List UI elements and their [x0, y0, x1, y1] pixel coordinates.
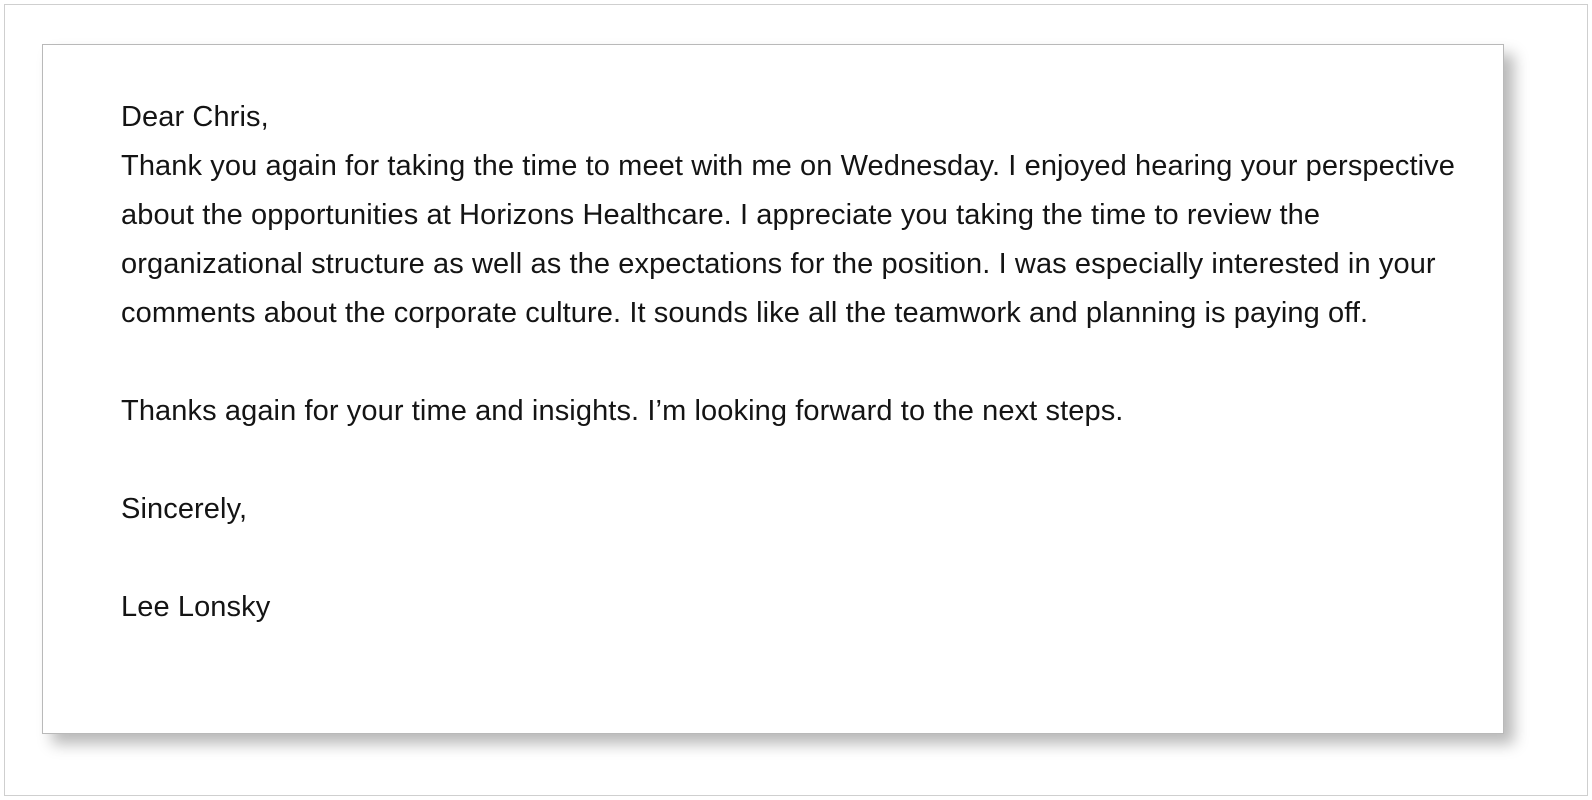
letter-salutation: Dear Chris,	[121, 101, 269, 133]
paragraph-spacer-2	[121, 436, 1473, 485]
letter-signature-name: Lee Lonsky	[121, 591, 271, 623]
letter-sign-off: Sincerely,	[121, 493, 248, 525]
paragraph-spacer-1	[121, 338, 1473, 387]
paragraph-spacer-3	[121, 534, 1473, 583]
letter-body-paragraph: Thank you again for taking the time to meet with me on Wednesday. I enjoyed hearing your perspective about the opportunities at Horizons Healthcare. I appreciate you taking the time to review the organizational structure as well as the expectations for the position. I was especially interested in your comments about the corporate culture. It sounds like all the teamwork and planning is paying off.	[121, 150, 1464, 329]
letter-closing-paragraph: Thanks again for your time and insights. I’m looking forward to the next steps.	[121, 395, 1124, 427]
letter-body	[121, 93, 1473, 632]
letter-card	[42, 44, 1504, 734]
